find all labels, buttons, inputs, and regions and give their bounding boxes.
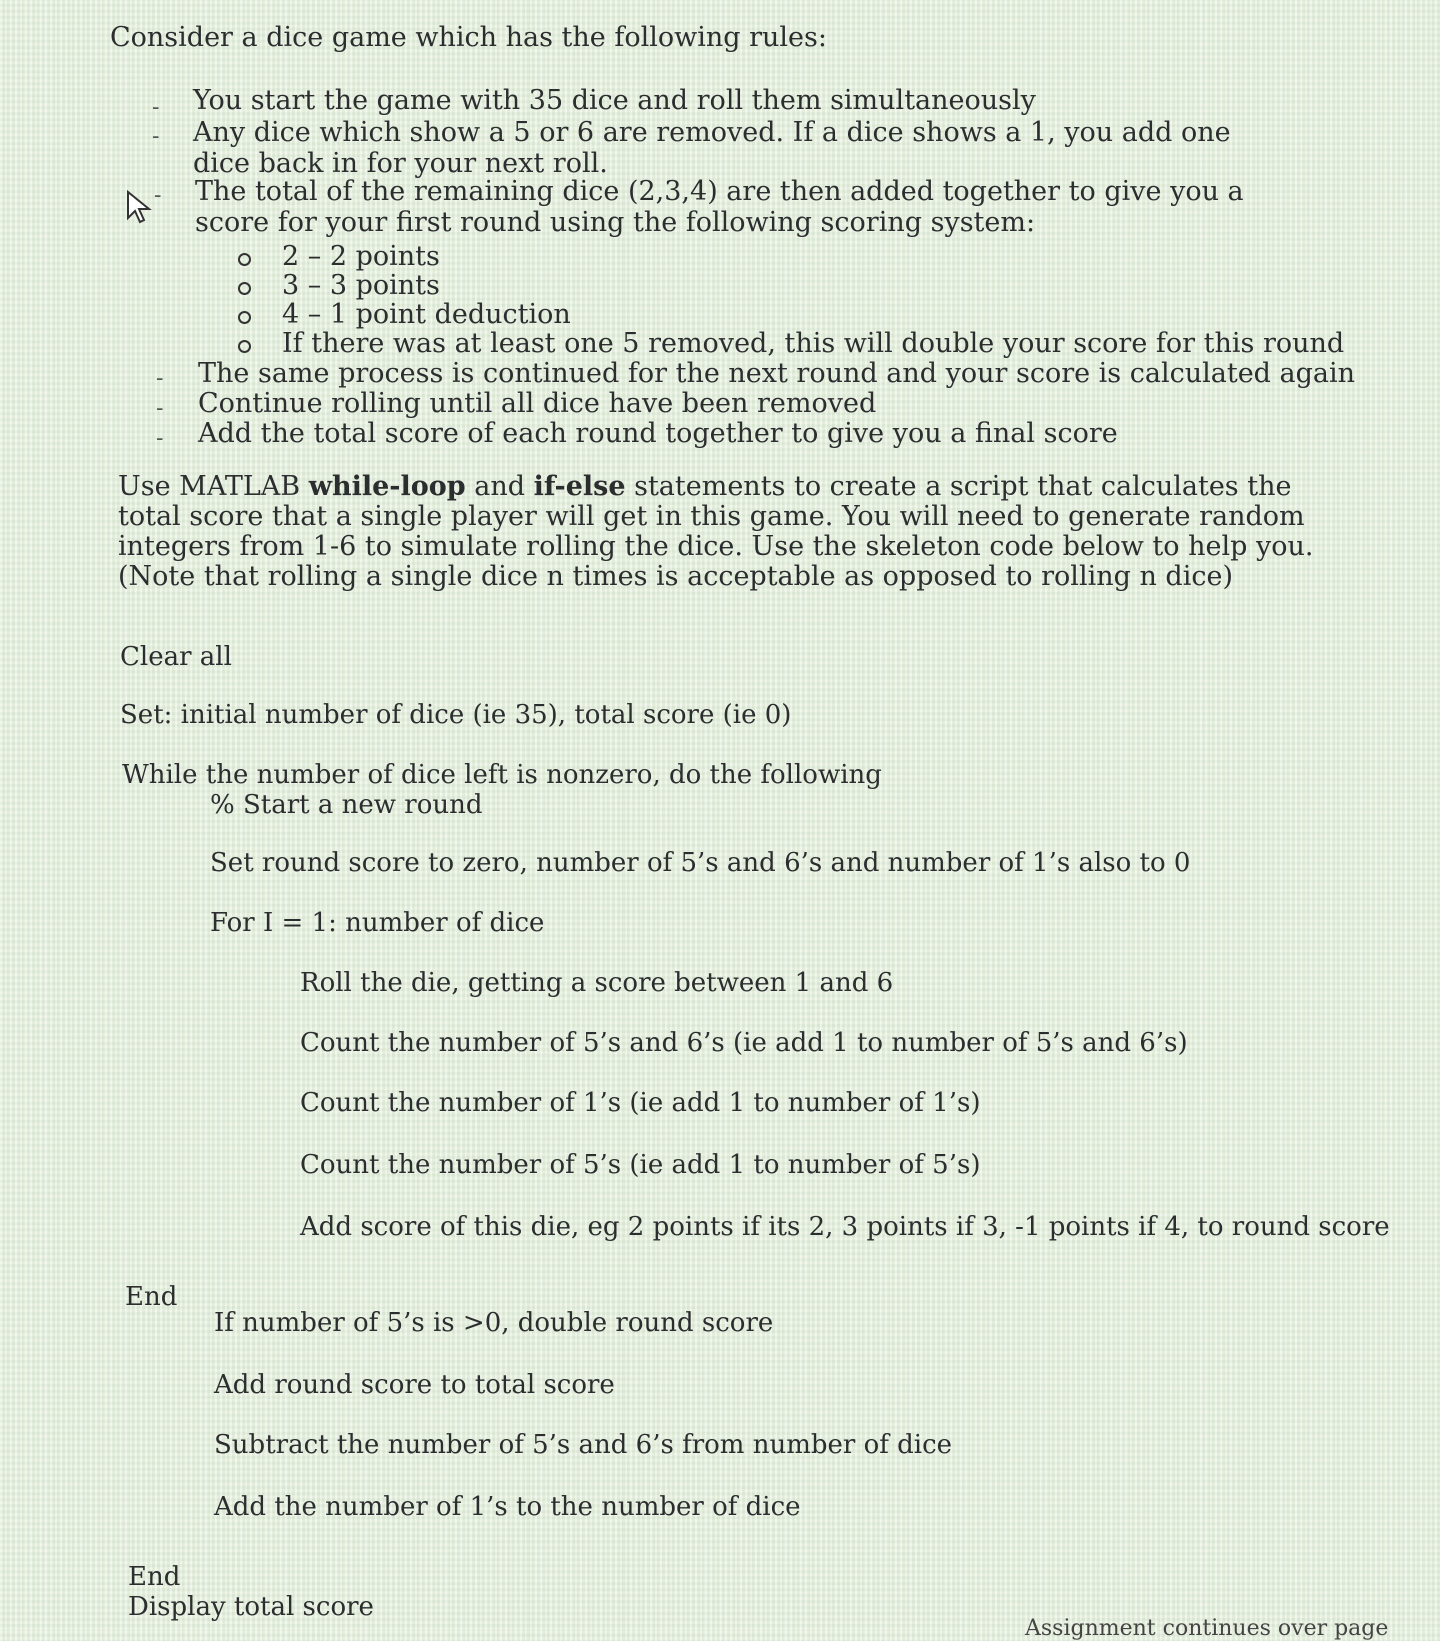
code-line: Add round score to total score — [214, 1370, 615, 1400]
task-paragraph: Use MATLAB while-loop and if-else statements to create a script that calculates the total score that a single player will get in this game. You will need to generate random integers from 1-6 to simulate rolling the dice. Use the skeleton code below to help you. (Note that rolling a single dice n times is acceptable as opposed to rolling n dice) — [118, 471, 1314, 592]
rule-item: You start the game with 35 dice and roll them simultaneously — [193, 85, 1036, 116]
code-line: Count the number of 5’s and 6’s (ie add 1 to number of 5’s and 6’s) — [300, 1028, 1188, 1058]
code-line: While the number of dice left is nonzero, do the following — [122, 760, 882, 790]
code-comment: % Start a new round — [210, 790, 483, 820]
scoring-item: 2 – 2 points — [282, 241, 440, 272]
code-line: Subtract the number of 5’s and 6’s from number of dice — [214, 1430, 953, 1460]
code-line: Add the number of 1’s to the number of dice — [214, 1492, 801, 1522]
rule-item: Add the total score of each round together to give you a final score — [198, 418, 1118, 449]
code-line: Set round score to zero, number of 5’s and 6’s and number of 1’s also to 0 — [210, 848, 1191, 878]
rule-item: Continue rolling until all dice have been removed — [198, 388, 877, 419]
intro-text: Consider a dice game which has the following rules: — [110, 22, 827, 53]
code-line: If number of 5’s is >0, double round score — [214, 1308, 774, 1338]
bullet-dash: - — [156, 366, 164, 391]
bullet-dash: - — [156, 396, 164, 421]
code-line: Clear all — [120, 642, 232, 672]
code-line: Count the number of 5’s (ie add 1 to number of 5’s) — [300, 1150, 981, 1180]
scoring-item: 3 – 3 points — [282, 270, 440, 301]
bullet-dash: - — [152, 124, 160, 149]
scoring-item: 4 – 1 point deduction — [282, 299, 571, 330]
bullet-circle-icon — [238, 253, 251, 266]
keyword-if-else: if-else — [533, 471, 626, 502]
bullet-circle-icon — [238, 340, 251, 353]
code-line: Count the number of 1’s (ie add 1 to number of 1’s) — [300, 1088, 981, 1118]
bullet-dash: - — [152, 95, 160, 120]
bullet-circle-icon — [238, 311, 251, 324]
keyword-while-loop: while-loop — [308, 471, 466, 502]
scoring-item: If there was at least one 5 removed, this will double your score for this round — [282, 328, 1345, 359]
code-line: Add score of this die, eg 2 points if its 2, 3 points if 3, -1 points if 4, to round score — [300, 1212, 1390, 1242]
rule-item: The total of the remaining dice (2,3,4) are then added together to give you a score for your first round using the following scoring system: — [195, 176, 1244, 238]
bullet-circle-icon — [238, 282, 251, 295]
code-line: Roll the die, getting a score between 1 and 6 — [300, 968, 894, 998]
bullet-dash: - — [156, 426, 164, 451]
code-line: Set: initial number of dice (ie 35), total score (ie 0) — [120, 700, 792, 730]
footer-text: Assignment continues over page — [1025, 1616, 1389, 1641]
bullet-dash: - — [154, 183, 162, 208]
code-line: For I = 1: number of dice — [210, 908, 545, 938]
code-line: End — [128, 1562, 181, 1592]
code-line: Display total score — [128, 1592, 374, 1622]
mouse-cursor-icon — [126, 190, 154, 224]
rule-item: The same process is continued for the next round and your score is calculated again — [198, 358, 1356, 389]
code-line: End — [125, 1282, 178, 1312]
rule-item: Any dice which show a 5 or 6 are removed. If a dice shows a 1, you add one dice back in for your next roll. — [193, 117, 1231, 179]
